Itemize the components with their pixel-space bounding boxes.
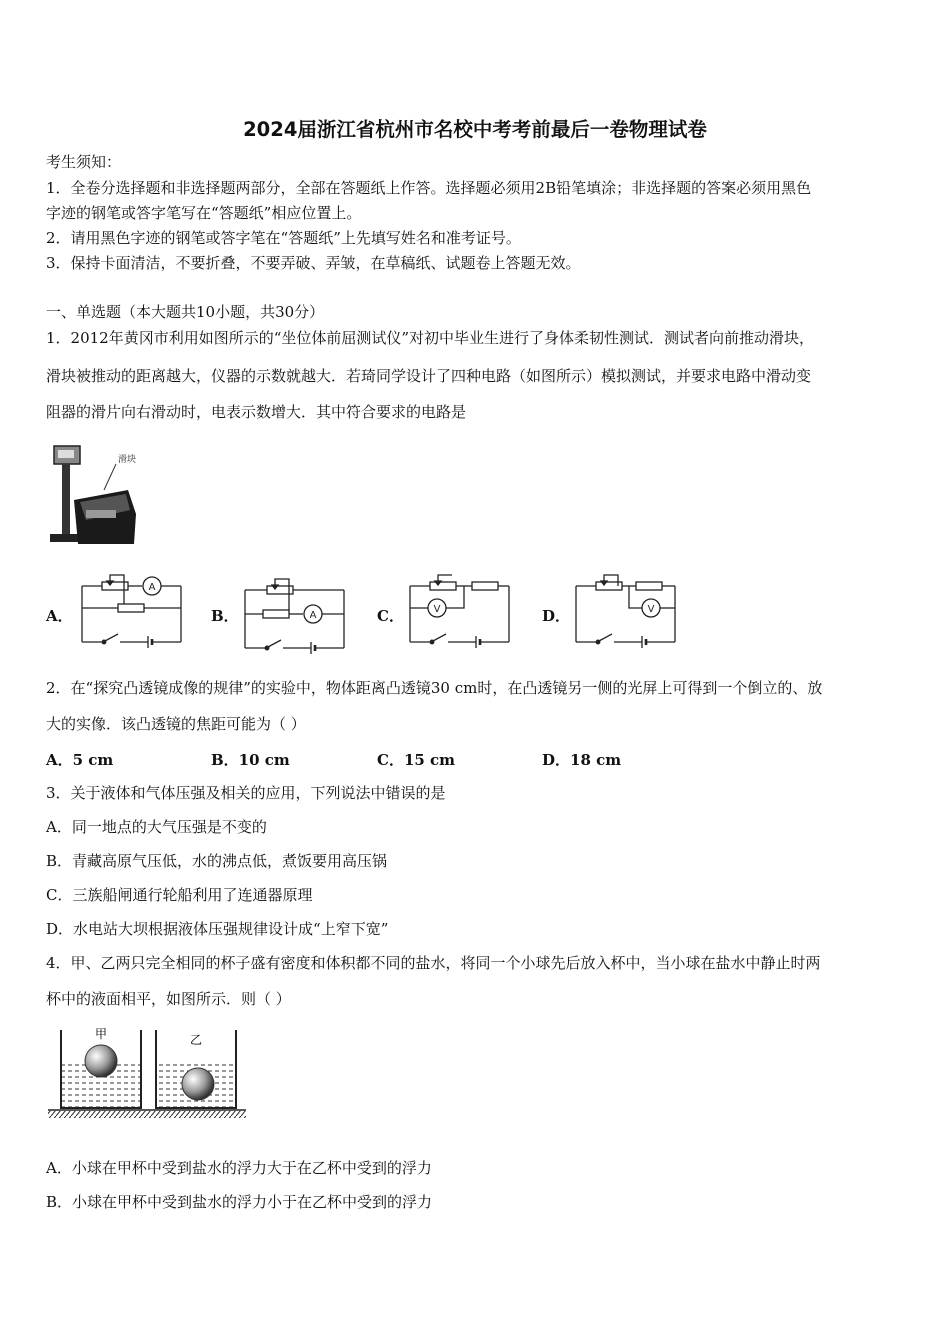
section-heading: 一、单选题（本大题共10小题，共30分） [46, 303, 325, 321]
q1-stem-line: 滑块被推动的距离越大，仪器的示数就越大．若琦同学设计了四种电路（如图所示）模拟测试，并要求电路中滑动变 [46, 367, 812, 385]
q1-option-d[interactable]: D． [542, 607, 571, 625]
q2-option-d[interactable]: D．18 cm [542, 751, 622, 769]
q3-option-b[interactable]: B．青藏高原气压低，水的沸点低，煮饭要用高压锅 [46, 852, 388, 870]
q2-option-b[interactable]: B．10 cm [211, 751, 290, 769]
ammeter-symbol: A [309, 610, 317, 621]
circuit-diagram-d [574, 570, 678, 646]
cup-label-yi: 乙 [189, 1033, 203, 1047]
q2-option-a[interactable]: A．5 cm [46, 751, 114, 769]
circuit-diagram-c [408, 570, 512, 646]
q1-stem-line: 阻器的滑片向右滑动时，电表示数增大．其中符合要求的电路是 [46, 403, 467, 421]
q1-stem-line: 1．2012年黄冈市利用如图所示的“坐位体前屈测试仪”对初中毕业生进行了身体柔韧性测试．测试者向前推动滑块， [46, 329, 815, 347]
page-title: 2024届浙江省杭州市名校中考考前最后一卷物理试卷 [243, 118, 707, 141]
ball-in-cup-jia [85, 1045, 117, 1077]
q3-option-c[interactable]: C．三族船闸通行轮船利用了连通器原理 [46, 886, 313, 904]
circuit-diagram-a [80, 570, 184, 646]
q3-option-d[interactable]: D．水电站大坝根据液体压强规律设计成“上窄下宽” [46, 920, 389, 938]
q1-option-b[interactable]: B． [211, 607, 239, 625]
notice-item: 3．保持卡面清洁，不要折叠，不要弄破、弄皱，在草稿纸、试题卷上答题无效。 [46, 254, 581, 272]
ball-in-cup-yi [182, 1068, 214, 1100]
circuit-diagram-b [243, 574, 347, 652]
q2-stem-line: 2．在“探究凸透镜成像的规律”的实验中，物体距离凸透镜30 cm时，在凸透镜另一侧的光屏上可得到一个倒立的、放 [46, 679, 823, 697]
slider-label: 滑块 [118, 455, 137, 465]
q1-option-c[interactable]: C． [377, 607, 404, 625]
notice-item: 字迹的钢笔或答字笔写在“答题纸”相应位置上。 [46, 204, 362, 222]
q3-stem: 3．关于液体和气体压强及相关的应用，下列说法中错误的是 [46, 784, 446, 802]
q4-stem-line: 杯中的液面相平，如图所示．则（ ） [46, 990, 291, 1008]
q3-option-a[interactable]: A．同一地点的大气压强是不变的 [46, 818, 267, 836]
voltmeter-symbol: V [433, 604, 441, 615]
q2-stem-line: 大的实像．该凸透镜的焦距可能为（ ） [46, 715, 306, 733]
sit-reach-tester-figure [46, 440, 142, 550]
q4-stem-line: 4．甲、乙两只完全相同的杯子盛有密度和体积都不同的盐水，将同一个小球先后放入杯中，当小球在盐水中静止时两 [46, 954, 821, 972]
q4-option-a[interactable]: A．小球在甲杯中受到盐水的浮力大于在乙杯中受到的浮力 [46, 1159, 432, 1177]
two-cups-figure [46, 1026, 250, 1122]
notice-item: 2．请用黑色字迹的钢笔或答字笔在“答题纸”上先填写姓名和准考证号。 [46, 229, 521, 247]
cup-label-jia: 甲 [94, 1027, 108, 1041]
q2-option-c[interactable]: C．15 cm [377, 751, 456, 769]
q1-option-a[interactable]: A． [46, 607, 73, 625]
q4-option-b[interactable]: B．小球在甲杯中受到盐水的浮力小于在乙杯中受到的浮力 [46, 1193, 433, 1211]
notice-item: 1．全卷分选择题和非选择题两部分，全部在答题纸上作答。选择题必须用2B铅笔填涂；非选择题的答案必须用黑色 [46, 179, 812, 197]
voltmeter-symbol: V [647, 604, 655, 615]
notice-heading: 考生须知： [46, 153, 122, 171]
ammeter-symbol: A [148, 582, 156, 593]
